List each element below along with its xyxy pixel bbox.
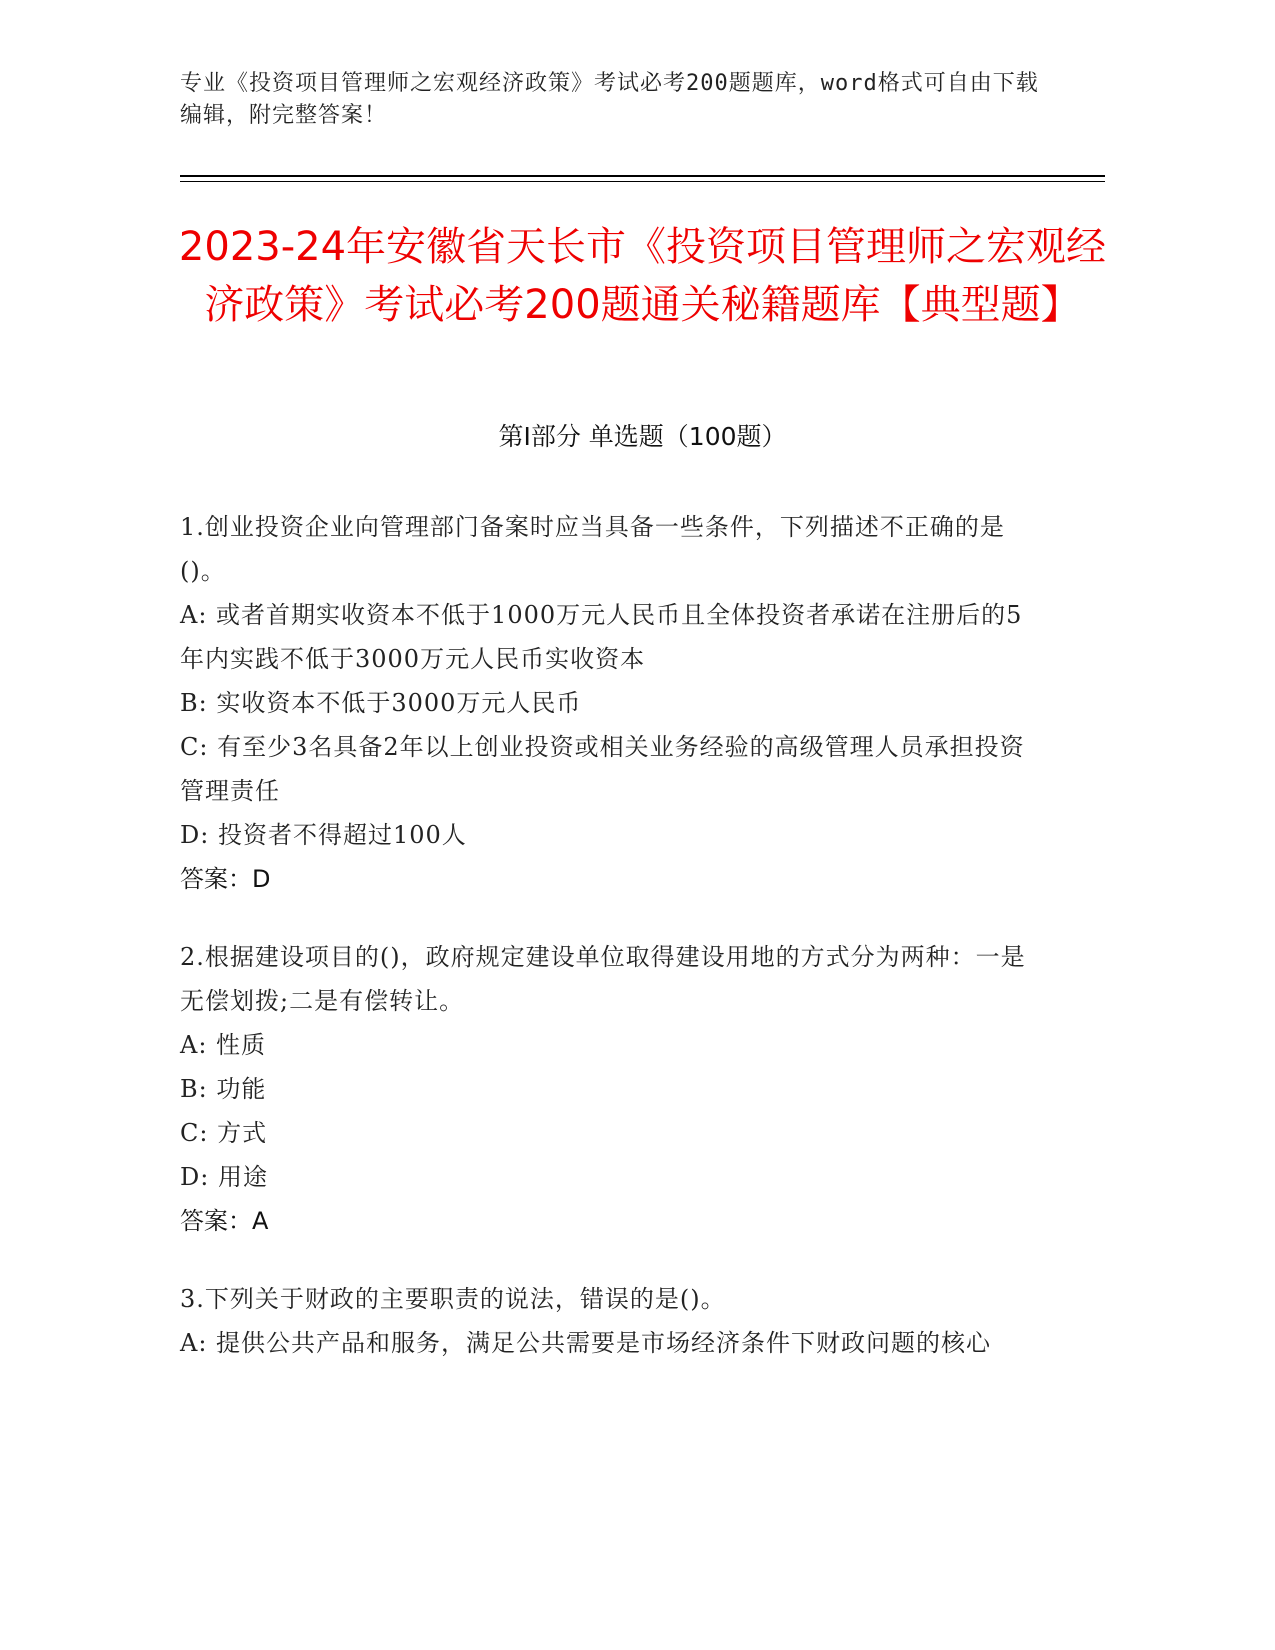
option-a: A: 提供公共产品和服务，满足公共需要是市场经济条件下财政问题的核心 <box>180 1329 992 1357</box>
question-1 <box>180 505 1030 901</box>
option-c: C: 方式 <box>180 1119 268 1147</box>
option-a: A: 性质 <box>180 1031 267 1059</box>
question-3 <box>180 1277 1030 1365</box>
option-a: A: 或者首期实收资本不低于1000万元人民币且全体投资者承诺在注册后的5年内实践不低于3000万元人民币实收资本 <box>180 601 1023 673</box>
option-b: B: 实收资本不低于3000万元人民币 <box>180 689 582 717</box>
option-c: C: 有至少3名具备2年以上创业投资或相关业务经验的高级管理人员承担投资管理责任 <box>180 733 1025 805</box>
header-divider-thick <box>180 175 1105 177</box>
option-d: D: 投资者不得超过100人 <box>180 821 467 849</box>
section-heading: 第Ⅰ部分 单选题（100题） <box>498 422 787 451</box>
header-note: 专业《投资项目管理师之宏观经济政策》考试必考200题题库，word格式可自由下载编辑，附完整答案！ <box>180 71 1039 128</box>
answer-line: 答案：D <box>180 865 271 893</box>
question-stem: 2.根据建设项目的()，政府规定建设单位取得建设用地的方式分为两种：一是无偿划拨;二是有偿转让。 <box>180 943 1026 1015</box>
question-stem: 1.创业投资企业向管理部门备案时应当具备一些条件，下列描述不正确的是()。 <box>180 513 1005 585</box>
option-d: D: 用途 <box>180 1163 268 1191</box>
question-stem: 3.下列关于财政的主要职责的说法，错误的是()。 <box>180 1285 726 1313</box>
option-b: B: 功能 <box>180 1075 267 1103</box>
answer-line: 答案：A <box>180 1207 269 1235</box>
question-2 <box>180 935 1030 1243</box>
question-list <box>180 505 1030 1399</box>
document-title: 2023-24年安徽省天长市《投资项目管理师之宏观经济政策》考试必考200题通关秘籍题库【典型题】 <box>178 224 1107 328</box>
header-divider-thin <box>180 181 1105 182</box>
